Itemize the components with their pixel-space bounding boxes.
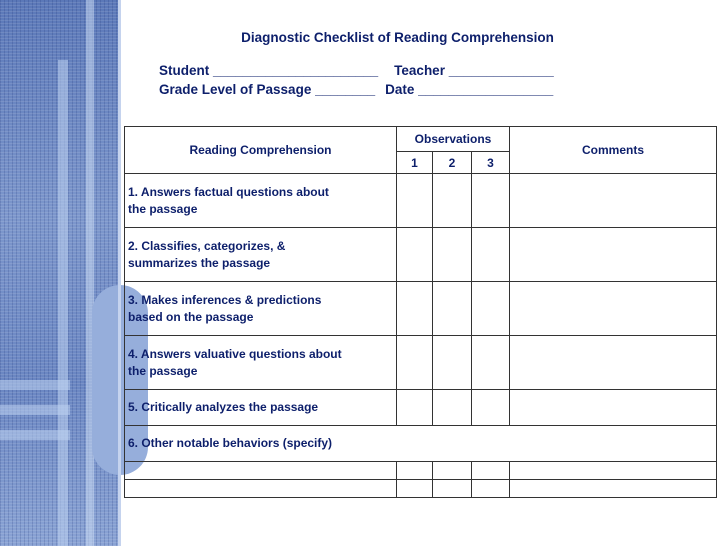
obs-cell[interactable] <box>433 390 472 426</box>
comments-cell[interactable] <box>510 336 717 390</box>
table-row <box>125 336 717 390</box>
header-skill: Reading Comprehension <box>125 127 397 174</box>
obs-cell[interactable] <box>397 174 433 228</box>
header-observations: Observations <box>397 127 510 152</box>
table-row <box>125 174 717 228</box>
obs-cell[interactable] <box>433 462 472 480</box>
item-line: based on the passage <box>128 309 254 324</box>
obs-cell[interactable] <box>397 480 433 498</box>
table-row <box>125 480 717 498</box>
student-teacher-row <box>159 63 554 78</box>
obs-cell[interactable] <box>472 228 510 282</box>
document-title: Diagnostic Checklist of Reading Comprehension <box>241 30 554 45</box>
obs-cell[interactable] <box>397 282 433 336</box>
obs-cell[interactable] <box>433 480 472 498</box>
comments-cell[interactable] <box>510 174 717 228</box>
grade-date-row <box>159 82 553 97</box>
item-line: 3. Makes inferences & predictions <box>128 292 322 307</box>
decorative-sidebar <box>0 0 120 546</box>
item-line: the passage <box>128 363 198 378</box>
item-line: the passage <box>128 201 198 216</box>
obs-cell[interactable] <box>433 174 472 228</box>
item-line: 1. Answers factual questions about <box>128 184 329 199</box>
obs-cell[interactable] <box>397 462 433 480</box>
checklist-table <box>124 126 717 498</box>
item-line: summarizes the passage <box>128 255 271 270</box>
comments-cell[interactable] <box>510 228 717 282</box>
obs-cell[interactable] <box>472 336 510 390</box>
item-line: 6. Other notable behaviors (specify) <box>128 436 333 450</box>
item-line: 5. Critically analyzes the passage <box>128 400 319 414</box>
obs-cell[interactable] <box>472 390 510 426</box>
item-line: 2. Classifies, categorizes, & <box>128 238 286 253</box>
item-label <box>125 228 397 282</box>
obs-cell[interactable] <box>472 480 510 498</box>
comments-cell[interactable] <box>510 390 717 426</box>
comments-cell[interactable] <box>510 480 717 498</box>
item-label <box>125 426 717 462</box>
student-field: Student ______________________ <box>159 63 379 78</box>
date-field: Date __________________ <box>385 82 554 97</box>
obs-col-1: 1 <box>397 152 433 174</box>
blank-cell[interactable] <box>125 462 397 480</box>
table-row <box>125 462 717 480</box>
obs-cell[interactable] <box>397 228 433 282</box>
table-row <box>125 228 717 282</box>
obs-cell[interactable] <box>433 282 472 336</box>
sidebar-bar <box>0 380 70 390</box>
grade-level-field: Grade Level of Passage ________ <box>159 82 376 97</box>
table-row <box>125 282 717 336</box>
sidebar-stripe <box>58 60 68 546</box>
obs-cell[interactable] <box>472 174 510 228</box>
obs-cell[interactable] <box>397 390 433 426</box>
sidebar-edge <box>118 0 121 546</box>
item-label <box>125 336 397 390</box>
obs-col-3: 3 <box>472 152 510 174</box>
obs-cell[interactable] <box>472 282 510 336</box>
table-row <box>125 426 717 462</box>
table-header-row <box>125 127 717 152</box>
table-row <box>125 390 717 426</box>
obs-cell[interactable] <box>397 336 433 390</box>
obs-cell[interactable] <box>433 228 472 282</box>
item-line: 4. Answers valuative questions about <box>128 346 342 361</box>
item-label <box>125 282 397 336</box>
sidebar-bar <box>0 405 70 415</box>
header-comments: Comments <box>510 127 717 174</box>
obs-cell[interactable] <box>433 336 472 390</box>
blank-cell[interactable] <box>125 480 397 498</box>
sidebar-bar <box>0 430 70 440</box>
sidebar-stripe <box>86 0 94 546</box>
comments-cell[interactable] <box>510 282 717 336</box>
obs-cell[interactable] <box>472 462 510 480</box>
teacher-field: Teacher ______________ <box>394 63 554 78</box>
item-label <box>125 390 397 426</box>
obs-col-2: 2 <box>433 152 472 174</box>
item-label <box>125 174 397 228</box>
comments-cell[interactable] <box>510 462 717 480</box>
